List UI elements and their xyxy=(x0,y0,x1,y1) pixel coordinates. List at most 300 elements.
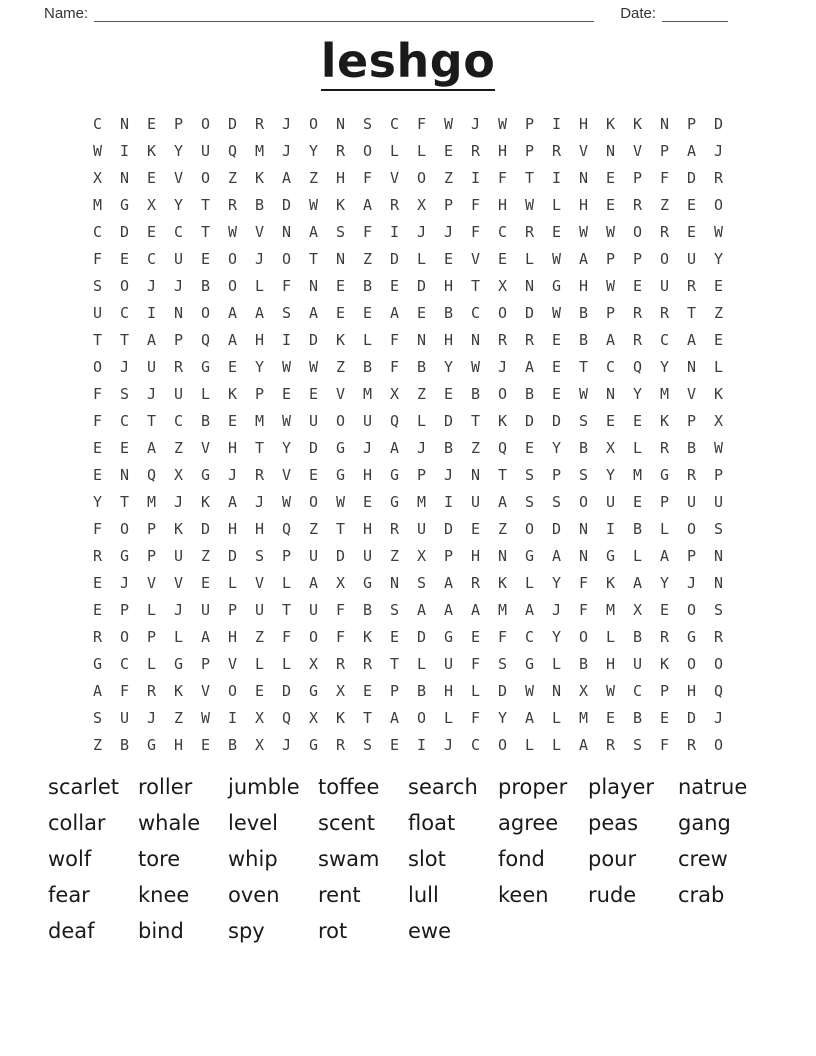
grid-letter: M xyxy=(578,709,589,728)
word-item: wolf xyxy=(48,846,92,871)
word-item: crab xyxy=(678,882,725,907)
grid-letter: A xyxy=(146,439,157,458)
grid-letter: K xyxy=(146,142,157,161)
grid-letter: W xyxy=(524,682,535,701)
grid-letter: R xyxy=(362,655,373,674)
grid-letter: H xyxy=(227,628,238,647)
letter-grid xyxy=(84,111,732,759)
grid-letter: P xyxy=(686,115,697,134)
grid-letter: T xyxy=(524,169,535,188)
grid-letter: V xyxy=(632,142,643,161)
word-item: bind xyxy=(138,918,184,943)
grid-letter: B xyxy=(578,304,589,323)
grid-letter: M xyxy=(254,142,265,161)
grid-letter: O xyxy=(92,358,103,377)
grid-letter: A xyxy=(578,250,589,269)
grid-letter: V xyxy=(227,655,238,674)
grid-letter: E xyxy=(308,385,319,404)
grid-letter: I xyxy=(389,223,400,242)
grid-letter: M xyxy=(362,385,373,404)
grid-letter: M xyxy=(632,466,643,485)
grid-letter: R xyxy=(632,196,643,215)
grid-letter: O xyxy=(686,520,697,539)
grid-letter: D xyxy=(524,412,535,431)
grid-letter: S xyxy=(92,709,103,728)
grid-letter: Y xyxy=(173,196,184,215)
header xyxy=(0,0,816,22)
grid-letter: W xyxy=(281,358,292,377)
grid-letter: F xyxy=(578,574,589,593)
grid-letter: Y xyxy=(173,142,184,161)
grid-letter: A xyxy=(524,358,535,377)
word-item: float xyxy=(408,810,456,835)
word-list-column xyxy=(318,769,408,949)
grid-letter: D xyxy=(443,520,454,539)
grid-letter: C xyxy=(659,331,670,350)
grid-letter: E xyxy=(659,601,670,620)
grid-letter: A xyxy=(551,547,562,566)
grid-letter: P xyxy=(659,682,670,701)
grid-letter: F xyxy=(497,169,508,188)
grid-letter: Z xyxy=(173,709,184,728)
word-item: proper xyxy=(498,774,568,799)
grid-letter: F xyxy=(578,601,589,620)
grid-letter: P xyxy=(416,466,427,485)
word-item: oven xyxy=(228,882,280,907)
grid-letter: M xyxy=(146,493,157,512)
grid-letter: G xyxy=(173,655,184,674)
grid-letter: G xyxy=(524,547,535,566)
grid-letter: H xyxy=(173,736,184,755)
grid-letter: O xyxy=(362,142,373,161)
grid-letter: D xyxy=(416,628,427,647)
grid-letter: B xyxy=(470,385,481,404)
grid-letter: G xyxy=(659,466,670,485)
grid-letter: J xyxy=(173,277,184,296)
grid-letter: E xyxy=(443,142,454,161)
grid-letter: E xyxy=(551,223,562,242)
grid-letter: P xyxy=(146,547,157,566)
grid-letter: H xyxy=(443,682,454,701)
grid-letter: B xyxy=(443,304,454,323)
grid-letter: E xyxy=(92,439,103,458)
grid-letter: D xyxy=(389,250,400,269)
grid-letter: L xyxy=(416,142,427,161)
grid-letter: S xyxy=(92,277,103,296)
grid-letter: R xyxy=(524,331,535,350)
grid-letter: P xyxy=(632,250,643,269)
word-item: collar xyxy=(48,810,106,835)
grid-letter: X xyxy=(389,385,400,404)
grid-letter: A xyxy=(389,304,400,323)
grid-letter: O xyxy=(416,709,427,728)
grid-letter: R xyxy=(335,736,346,755)
grid-letter: E xyxy=(497,250,508,269)
grid-letter: A xyxy=(470,601,481,620)
grid-letter: D xyxy=(335,547,346,566)
grid-letter: J xyxy=(227,466,238,485)
grid-letter: X xyxy=(173,466,184,485)
grid-letter: J xyxy=(443,736,454,755)
grid-letter: D xyxy=(686,169,697,188)
grid-letter: Z xyxy=(335,358,346,377)
grid-letter: J xyxy=(443,223,454,242)
grid-letter: A xyxy=(227,304,238,323)
grid-letter: Z xyxy=(227,169,238,188)
grid-letter: Y xyxy=(713,250,724,269)
grid-letter: Y xyxy=(632,385,643,404)
grid-letter: J xyxy=(713,709,724,728)
grid-letter: J xyxy=(497,358,508,377)
grid-letter: Z xyxy=(173,439,184,458)
grid-letter: J xyxy=(470,115,481,134)
word-item: whale xyxy=(138,810,201,835)
grid-letter: Y xyxy=(497,709,508,728)
grid-letter: I xyxy=(551,115,562,134)
grid-letter: E xyxy=(632,493,643,512)
grid-letter: L xyxy=(632,547,643,566)
grid-letter: D xyxy=(281,682,292,701)
word-item: crew xyxy=(678,846,728,871)
word-item: toffee xyxy=(318,774,380,799)
grid-letter: J xyxy=(281,115,292,134)
grid-letter: O xyxy=(308,115,319,134)
grid-letter: R xyxy=(632,304,643,323)
grid-letter: K xyxy=(173,682,184,701)
grid-letter: D xyxy=(308,331,319,350)
grid-letter: X xyxy=(254,709,265,728)
grid-letter: B xyxy=(443,439,454,458)
grid-letter: U xyxy=(200,142,211,161)
grid-letter: R xyxy=(470,142,481,161)
grid-letter: L xyxy=(146,601,157,620)
grid-letter: U xyxy=(308,547,319,566)
grid-letter: H xyxy=(443,277,454,296)
grid-letter: F xyxy=(470,223,481,242)
grid-letter: Y xyxy=(659,574,670,593)
grid-letter: T xyxy=(470,277,481,296)
grid-letter: B xyxy=(632,628,643,647)
grid-letter: B xyxy=(416,358,427,377)
grid-letter: E xyxy=(686,196,697,215)
grid-letter: E xyxy=(470,520,481,539)
grid-letter: J xyxy=(173,493,184,512)
grid-letter: R xyxy=(713,628,724,647)
grid-letter: E xyxy=(281,385,292,404)
grid-letter: W xyxy=(605,223,616,242)
grid-letter: L xyxy=(524,250,535,269)
grid-letter: F xyxy=(470,709,481,728)
grid-letter: C xyxy=(173,223,184,242)
grid-letter: K xyxy=(227,385,238,404)
grid-letter: I xyxy=(119,142,130,161)
grid-letter: D xyxy=(308,439,319,458)
grid-letter: I xyxy=(227,709,238,728)
grid-letter: B xyxy=(119,736,130,755)
word-list-column xyxy=(228,769,318,949)
grid-letter: A xyxy=(416,601,427,620)
grid-letter: T xyxy=(335,520,346,539)
grid-letter: X xyxy=(335,682,346,701)
grid-letter: G xyxy=(308,736,319,755)
grid-letter: Y xyxy=(659,358,670,377)
grid-letter: S xyxy=(713,520,724,539)
grid-letter: O xyxy=(686,655,697,674)
grid-letter: L xyxy=(254,655,265,674)
grid-letter: Z xyxy=(92,736,103,755)
grid-letter: D xyxy=(443,412,454,431)
grid-letter: A xyxy=(362,196,373,215)
grid-letter: P xyxy=(686,412,697,431)
grid-letter: H xyxy=(578,277,589,296)
grid-letter: A xyxy=(389,709,400,728)
grid-letter: E xyxy=(659,709,670,728)
grid-letter: R xyxy=(659,439,670,458)
grid-letter: F xyxy=(92,520,103,539)
grid-letter: E xyxy=(200,250,211,269)
grid-letter: P xyxy=(524,115,535,134)
grid-letter: P xyxy=(551,466,562,485)
grid-letter: F xyxy=(362,223,373,242)
grid-letter: M xyxy=(497,601,508,620)
grid-letter: J xyxy=(551,601,562,620)
grid-letter: K xyxy=(605,574,616,593)
grid-letter: V xyxy=(578,142,589,161)
grid-letter: N xyxy=(470,331,481,350)
grid-letter: E xyxy=(686,223,697,242)
grid-letter: A xyxy=(443,574,454,593)
grid-letter: P xyxy=(200,655,211,674)
grid-letter: B xyxy=(632,709,643,728)
grid-letter: V xyxy=(335,385,346,404)
word-item: rude xyxy=(588,882,637,907)
grid-letter: D xyxy=(551,412,562,431)
grid-letter: U xyxy=(416,520,427,539)
grid-letter: T xyxy=(362,709,373,728)
grid-letter: A xyxy=(200,628,211,647)
grid-letter: W xyxy=(200,709,211,728)
grid-letter: P xyxy=(605,250,616,269)
grid-letter: E xyxy=(605,709,616,728)
word-list-column xyxy=(498,769,588,913)
grid-letter: Z xyxy=(254,628,265,647)
grid-letter: J xyxy=(254,493,265,512)
word-item: peas xyxy=(588,810,639,835)
grid-letter: C xyxy=(497,223,508,242)
grid-letter: A xyxy=(227,331,238,350)
grid-letter: P xyxy=(659,493,670,512)
grid-letter: K xyxy=(497,574,508,593)
grid-letter: T xyxy=(308,250,319,269)
grid-letter: U xyxy=(362,547,373,566)
grid-letter: N xyxy=(470,466,481,485)
grid-letter: C xyxy=(119,412,130,431)
grid-letter: R xyxy=(254,466,265,485)
grid-letter: A xyxy=(281,169,292,188)
grid-letter: E xyxy=(605,169,616,188)
grid-letter: E xyxy=(443,250,454,269)
word-item: level xyxy=(228,810,278,835)
grid-letter: W xyxy=(551,304,562,323)
grid-letter: H xyxy=(362,466,373,485)
grid-letter: O xyxy=(227,682,238,701)
grid-letter: L xyxy=(416,655,427,674)
grid-letter: A xyxy=(227,493,238,512)
grid-letter: S xyxy=(632,736,643,755)
grid-letter: X xyxy=(146,196,157,215)
grid-letter: Z xyxy=(389,547,400,566)
grid-letter: B xyxy=(227,736,238,755)
grid-letter: K xyxy=(713,385,724,404)
grid-letter: O xyxy=(713,655,724,674)
grid-letter: K xyxy=(659,412,670,431)
grid-letter: R xyxy=(254,115,265,134)
grid-letter: B xyxy=(362,601,373,620)
grid-letter: L xyxy=(281,574,292,593)
grid-letter: E xyxy=(119,250,130,269)
grid-letter: O xyxy=(659,250,670,269)
grid-letter: E xyxy=(146,169,157,188)
grid-letter: B xyxy=(416,682,427,701)
grid-letter: R xyxy=(605,736,616,755)
grid-letter: X xyxy=(713,412,724,431)
grid-letter: L xyxy=(551,655,562,674)
grid-letter: S xyxy=(254,547,265,566)
grid-letter: H xyxy=(470,547,481,566)
grid-letter: L xyxy=(443,709,454,728)
grid-letter: E xyxy=(605,196,616,215)
grid-letter: M xyxy=(92,196,103,215)
grid-letter: J xyxy=(146,277,157,296)
grid-letter: Z xyxy=(308,169,319,188)
grid-letter: Z xyxy=(443,169,454,188)
grid-letter: E xyxy=(362,304,373,323)
grid-letter: T xyxy=(578,358,589,377)
grid-letter: K xyxy=(200,493,211,512)
grid-letter: V xyxy=(389,169,400,188)
grid-letter: X xyxy=(92,169,103,188)
grid-letter: Z xyxy=(308,520,319,539)
grid-letter: I xyxy=(416,736,427,755)
grid-letter: X xyxy=(605,439,616,458)
grid-letter: U xyxy=(713,493,724,512)
grid-letter: L xyxy=(281,655,292,674)
grid-letter: L xyxy=(632,439,643,458)
grid-letter: D xyxy=(200,520,211,539)
grid-letter: W xyxy=(713,439,724,458)
date-blank-line xyxy=(662,7,728,22)
puzzle-title xyxy=(0,34,816,91)
grid-letter: Y xyxy=(605,466,616,485)
grid-letter: G xyxy=(146,736,157,755)
grid-letter: R xyxy=(92,628,103,647)
grid-letter: L xyxy=(416,250,427,269)
grid-letter: H xyxy=(686,682,697,701)
grid-letter: J xyxy=(281,736,292,755)
grid-letter: S xyxy=(389,601,400,620)
grid-letter: R xyxy=(686,277,697,296)
word-item: swam xyxy=(318,846,380,871)
grid-letter: R xyxy=(686,736,697,755)
grid-letter: X xyxy=(416,547,427,566)
grid-letter: H xyxy=(443,331,454,350)
grid-letter: C xyxy=(146,250,157,269)
grid-letter: V xyxy=(146,574,157,593)
grid-letter: F xyxy=(92,412,103,431)
grid-letter: I xyxy=(470,169,481,188)
grid-letter: I xyxy=(281,331,292,350)
grid-letter: U xyxy=(686,493,697,512)
grid-letter: D xyxy=(227,115,238,134)
grid-letter: V xyxy=(200,439,211,458)
word-list xyxy=(0,769,816,949)
grid-letter: E xyxy=(200,736,211,755)
grid-letter: B xyxy=(524,385,535,404)
grid-letter: E xyxy=(389,277,400,296)
grid-letter: B xyxy=(632,520,643,539)
grid-letter: O xyxy=(524,520,535,539)
grid-letter: B xyxy=(686,439,697,458)
grid-letter: M xyxy=(254,412,265,431)
grid-letter: U xyxy=(173,547,184,566)
grid-letter: E xyxy=(335,277,346,296)
grid-letter: D xyxy=(524,304,535,323)
grid-letter: L xyxy=(470,682,481,701)
word-item: jumble xyxy=(228,774,300,799)
grid-letter: N xyxy=(308,277,319,296)
grid-letter: J xyxy=(416,439,427,458)
grid-letter: T xyxy=(119,331,130,350)
grid-letter: L xyxy=(389,142,400,161)
grid-letter: U xyxy=(119,709,130,728)
grid-letter: T xyxy=(146,412,157,431)
grid-letter: E xyxy=(443,385,454,404)
grid-letter: O xyxy=(578,493,589,512)
word-item: pour xyxy=(588,846,637,871)
grid-letter: Y xyxy=(254,358,265,377)
word-item: slot xyxy=(408,846,446,871)
grid-letter: N xyxy=(335,115,346,134)
grid-letter: A xyxy=(308,574,319,593)
grid-letter: N xyxy=(659,115,670,134)
grid-letter: U xyxy=(308,601,319,620)
grid-letter: S xyxy=(497,655,508,674)
grid-letter: Y xyxy=(443,358,454,377)
grid-letter: J xyxy=(119,358,130,377)
grid-letter: I xyxy=(146,304,157,323)
grid-letter: A xyxy=(146,331,157,350)
grid-letter: S xyxy=(524,466,535,485)
grid-letter: W xyxy=(470,358,481,377)
grid-letter: J xyxy=(119,574,130,593)
grid-letter: O xyxy=(200,304,211,323)
grid-letter: E xyxy=(713,277,724,296)
grid-letter: W xyxy=(281,412,292,431)
grid-letter: V xyxy=(254,223,265,242)
grid-letter: F xyxy=(362,169,373,188)
grid-letter: F xyxy=(92,385,103,404)
grid-letter: L xyxy=(524,736,535,755)
grid-letter: N xyxy=(713,547,724,566)
grid-letter: X xyxy=(578,682,589,701)
grid-letter: P xyxy=(605,304,616,323)
grid-letter: J xyxy=(146,385,157,404)
grid-letter: E xyxy=(551,331,562,350)
grid-letter: L xyxy=(524,574,535,593)
grid-letter: J xyxy=(713,142,724,161)
grid-letter: H xyxy=(227,520,238,539)
grid-letter: R xyxy=(389,520,400,539)
